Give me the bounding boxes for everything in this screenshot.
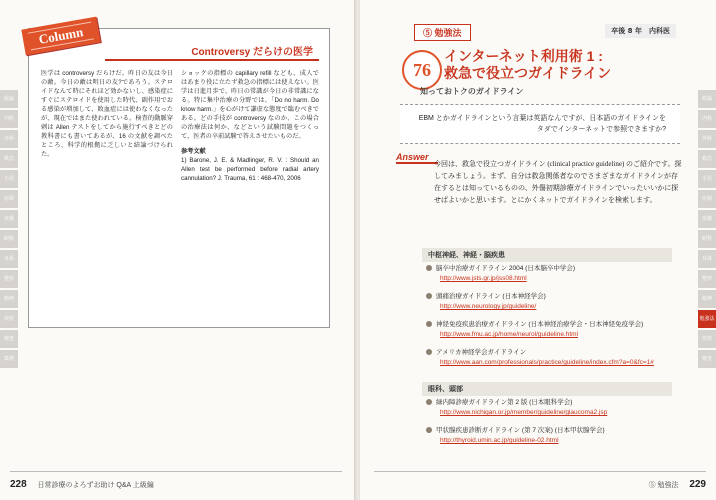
guideline-title: 頭痛治療ガイドライン (日本神経学会)	[436, 293, 546, 300]
answer-label: Answer	[396, 152, 438, 164]
thumb-tab: 総論	[0, 90, 18, 108]
column-rule	[105, 59, 319, 61]
references-heading: 参考文献	[181, 148, 206, 155]
book-title: 日常診療のよろずお助け Q&A 上級編	[37, 482, 154, 489]
bullet-icon	[426, 293, 432, 299]
right-page	[360, 0, 716, 500]
guideline-title: アメリカ神経学会ガイドライン	[436, 349, 527, 356]
right-thumb-tabs	[698, 90, 716, 370]
guideline-entry	[426, 348, 676, 368]
thumb-tab: 小児	[0, 170, 18, 188]
thumb-tab: 救急	[0, 150, 18, 168]
section-label: ⑤ 勉強法	[414, 24, 471, 41]
guideline-link[interactable]: http://www.nichigan.or.jp/member/guideline/glaucoma2.jsp	[440, 409, 608, 416]
thumb-tab: 皮膚	[698, 210, 716, 228]
right-page-number: 229	[689, 479, 706, 490]
column-text-1: 医学は controversy だらけだ。昨日の友は今日の敵。今日の敵は明日の友?であろう。ステロイドなんて時にそれほど効かないし、感染症にすぐにステロイドを使用した時代、副作用でおる感染が増加して、敗血症には使わなくなったが、現在ではまた使われている。検査的動脈穿刺は Allen テストをしてから施行すべきとどの教科書にも書いてあるが、16 の文献を調べたところ、科学的根拠に乏しいと結論づけられた。	[41, 70, 173, 158]
thumb-tab: 眼科	[0, 230, 18, 248]
right-footer	[649, 479, 706, 490]
footer-rule	[10, 471, 342, 472]
thumb-tab: 産婦	[698, 190, 716, 208]
left-thumb-tabs	[0, 90, 18, 370]
guideline-title: 脳卒中治療ガイドライン 2004 (日本脳卒中学会)	[436, 265, 576, 272]
thumb-tab: 小児	[698, 170, 716, 188]
thumb-tab: 検査	[698, 350, 716, 368]
left-page	[0, 0, 356, 500]
guideline-link[interactable]: http://www.fmu.ac.jp/home/neurol/guideline.html	[440, 331, 579, 338]
guideline-entry	[426, 426, 676, 446]
bullet-icon	[426, 265, 432, 271]
guideline-link[interactable]: http://www.jsts.gr.jp/jss08.html	[440, 275, 527, 282]
column-banner: Column	[21, 17, 100, 56]
column-box	[28, 24, 330, 328]
thumb-tab: 耳鼻	[0, 250, 18, 268]
thumb-tab: 耳鼻	[698, 250, 716, 268]
thumb-tab: 皮膚	[0, 210, 18, 228]
question-title	[444, 48, 611, 82]
bullet-icon	[426, 399, 432, 405]
footer-section: ⑤ 勉強法	[648, 482, 679, 489]
guideline-entry	[426, 264, 676, 284]
thumb-tab: 勉強法	[698, 310, 716, 328]
bullet-icon	[426, 321, 432, 327]
guideline-link[interactable]: http://thyroid.umin.ac.jp/guideline-02.html	[440, 437, 559, 444]
reference-item: 1) Barone, J. E. & Madlinger, R. V. : Should an Allen test be performed before radial artery cannulation? J. Trauma, 61 : 468-470, 2006	[181, 157, 319, 182]
thumb-tab: 内科	[698, 110, 716, 128]
guideline-entry	[426, 398, 676, 418]
bullet-icon	[426, 349, 432, 355]
thumb-tab: 眼科	[698, 230, 716, 248]
bullet-icon	[426, 427, 432, 433]
thumb-tab: 外科	[698, 130, 716, 148]
guideline-title: 神経免疫疾患治療ガイドライン (日本神経治療学会・日本神経免疫学会)	[436, 321, 644, 328]
column-title: Controversy だらけの医学	[191, 47, 313, 58]
column-text-2-body: ショックの指標の capillary refill なども、成人ではあまり役に立たず救急の指標には使えない。医学は日進月歩で、昨日の常識が今日の非常識になる。特に集中治療の分野では、「Do no harm. Do know harm.」を心がけて謙虚な態度で臨むべきである。どの手技が controversy なのか、この場合の治療法は何か、などという試験問題をつくって、医者の卒前試験で答えさせたいものだ。	[181, 70, 319, 140]
thumb-tab: 精神	[698, 290, 716, 308]
question-number: 76	[402, 50, 442, 90]
thumb-tab: 外科	[0, 130, 18, 148]
guideline-link[interactable]: http://www.aan.com/professionals/practice/guideline/index.cfm?a=0&fc=1#	[440, 359, 654, 366]
left-footer	[10, 479, 154, 490]
question-title-line-1: インターネット利用術 1 :	[444, 48, 603, 64]
thumb-tab: 検査	[0, 330, 18, 348]
question-title-line-2: 救急で役立つガイドライン	[444, 65, 612, 81]
question-box	[400, 104, 680, 144]
thumb-tab: 整形	[698, 270, 716, 288]
footer-rule	[374, 471, 706, 472]
guideline-entry	[426, 292, 676, 312]
thumb-tab: 放射	[0, 310, 18, 328]
guideline-title: 甲状腺疾患診断ガイドライン (第 7 次案) (日本甲状腺学会)	[436, 427, 605, 434]
thumb-tab: 放射	[698, 330, 716, 348]
thumb-tab: 総論	[698, 90, 716, 108]
author-year-label: 卒後 8 年 内科医	[605, 24, 676, 38]
category-header-eye: 眼科、頭部	[422, 382, 672, 396]
thumb-tab: 整形	[0, 270, 18, 288]
answer-text: 今回は、救急で役立つガイドライン (clinical practice guideline) のご紹介です。探してみましょう。まず、自分は救急関係者なのでさまざまなガイドラインが存在するとは知っているものの、外傷初期診療ガイドラインでいったいいかに探せばよいかと思います。とにかくネットでガイドラインを検索します。	[434, 160, 682, 204]
column-text-2	[181, 69, 319, 183]
guideline-entry	[426, 320, 676, 340]
thumb-tab: 精神	[0, 290, 18, 308]
question-text: EBM とかガイドラインという言葉は英語なんですが、日本語のガイドラインをタダでインターネットで参照できますか?	[418, 115, 666, 133]
guideline-title: 緑内障診療ガイドライン第 2 版 (日本眼科学会)	[436, 399, 573, 406]
thumb-tab: 救急	[698, 150, 716, 168]
thumb-tab: 内科	[0, 110, 18, 128]
thumb-tab: 産婦	[0, 190, 18, 208]
question-subtitle: 知っておトクのガイドライン	[420, 87, 524, 96]
guideline-link[interactable]: http://www.neurology.jp/guideline/	[440, 303, 537, 310]
thumb-tab: 薬剤	[0, 350, 18, 368]
left-page-number: 228	[10, 479, 27, 490]
category-header-neuro: 中枢神経、神経・脳疾患	[422, 248, 672, 262]
